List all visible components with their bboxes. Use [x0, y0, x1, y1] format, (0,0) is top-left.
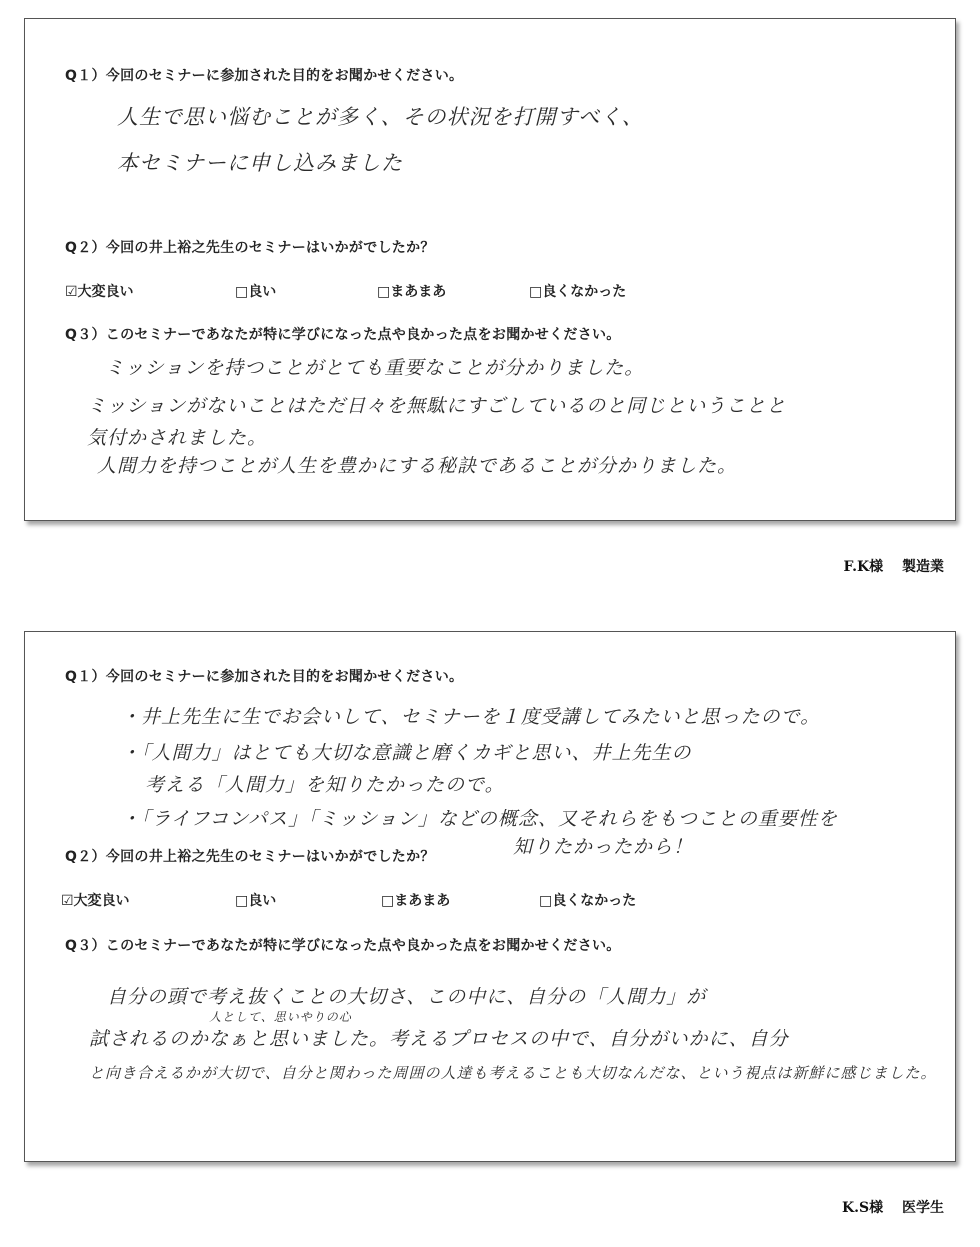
- signature-2-job: 医学生: [902, 1200, 944, 1216]
- answer-3-line-3: 気付かされました。: [87, 427, 268, 449]
- question-2: Q２）今回の井上裕之先生のセミナーはいかがでしたか？: [65, 240, 435, 256]
- answer-1-line-4: ・「ライフコンパス」「ミッション」などの概念、又それらをもつことの重要性を: [121, 808, 838, 830]
- signature-1: [844, 556, 944, 576]
- option-not-good: □良くなかった: [539, 893, 637, 909]
- question-2: Q２）今回の井上裕之先生のセミナーはいかがでしたか？: [65, 849, 435, 865]
- answer-3-line-3: と向き合えるかが大切で、自分と関わった周囲の人達も考えることも大切なんだな、という視点は新鮮に感じました。: [89, 1064, 937, 1082]
- signature-1-name: F.K様: [843, 559, 884, 575]
- question-1: Q１）今回のセミナーに参加された目的をお聞かせください。: [65, 68, 464, 84]
- option-not-good: □良くなかった: [529, 284, 627, 300]
- option-good: □良い: [235, 284, 277, 300]
- question-3: Q３）このセミナーであなたが特に学びになった点や良かった点をお聞かせください。: [65, 938, 621, 954]
- answer-3-line-2: 試されるのかなぁと思いました。考えるプロセスの中で、自分がいかに、自分: [89, 1028, 789, 1050]
- answer-1-line-2: 本セミナーに申し込みました: [117, 151, 403, 175]
- survey-card-1: [24, 18, 956, 521]
- answer-3-line-1: 自分の頭で考え抜くことの大切さ、この中に、自分の「人間力」が: [107, 986, 707, 1008]
- answer-3-line-4: 人間力を持つことが人生を豊かにする秘訣であることが分かりました。: [97, 455, 738, 477]
- question-1: Q１）今回のセミナーに参加された目的をお聞かせください。: [65, 669, 464, 685]
- option-very-good: ☑大変良い: [61, 893, 130, 909]
- answer-1-line-3: 考える「人間力」を知りたかったので。: [145, 774, 505, 796]
- option-so-so: □まあまあ: [377, 284, 447, 300]
- answer-1-line-1: ・井上先生に生でお会いして、セミナーを１度受講してみたいと思ったので。: [121, 706, 821, 728]
- survey-card-2: [24, 631, 956, 1162]
- answer-3-line-1: ミッションを持つことがとても重要なことが分かりました。: [105, 357, 645, 379]
- answer-1-line-1: 人生で思い悩むことが多く、その状況を打開すべく、: [117, 105, 644, 129]
- answer-1-line-5: 知りたかったから！: [513, 836, 694, 858]
- signature-1-job: 製造業: [902, 559, 944, 575]
- answer-1-line-2: ・「人間力」はとても大切な意識と磨くカギと思い、井上先生の: [121, 742, 692, 764]
- question-3: Q３）このセミナーであなたが特に学びになった点や良かった点をお聞かせください。: [65, 327, 621, 343]
- option-so-so: □まあまあ: [381, 893, 451, 909]
- signature-2: [842, 1197, 944, 1217]
- option-good: □良い: [235, 893, 277, 909]
- signature-2-name: K.S様: [841, 1200, 884, 1216]
- option-very-good: ☑大変良い: [65, 284, 134, 300]
- answer-3-insert-note: 人として、思いやりの心: [209, 1010, 352, 1024]
- answer-3-line-2: ミッションがないことはただ日々を無駄にすごしているのと同じということと: [87, 395, 787, 417]
